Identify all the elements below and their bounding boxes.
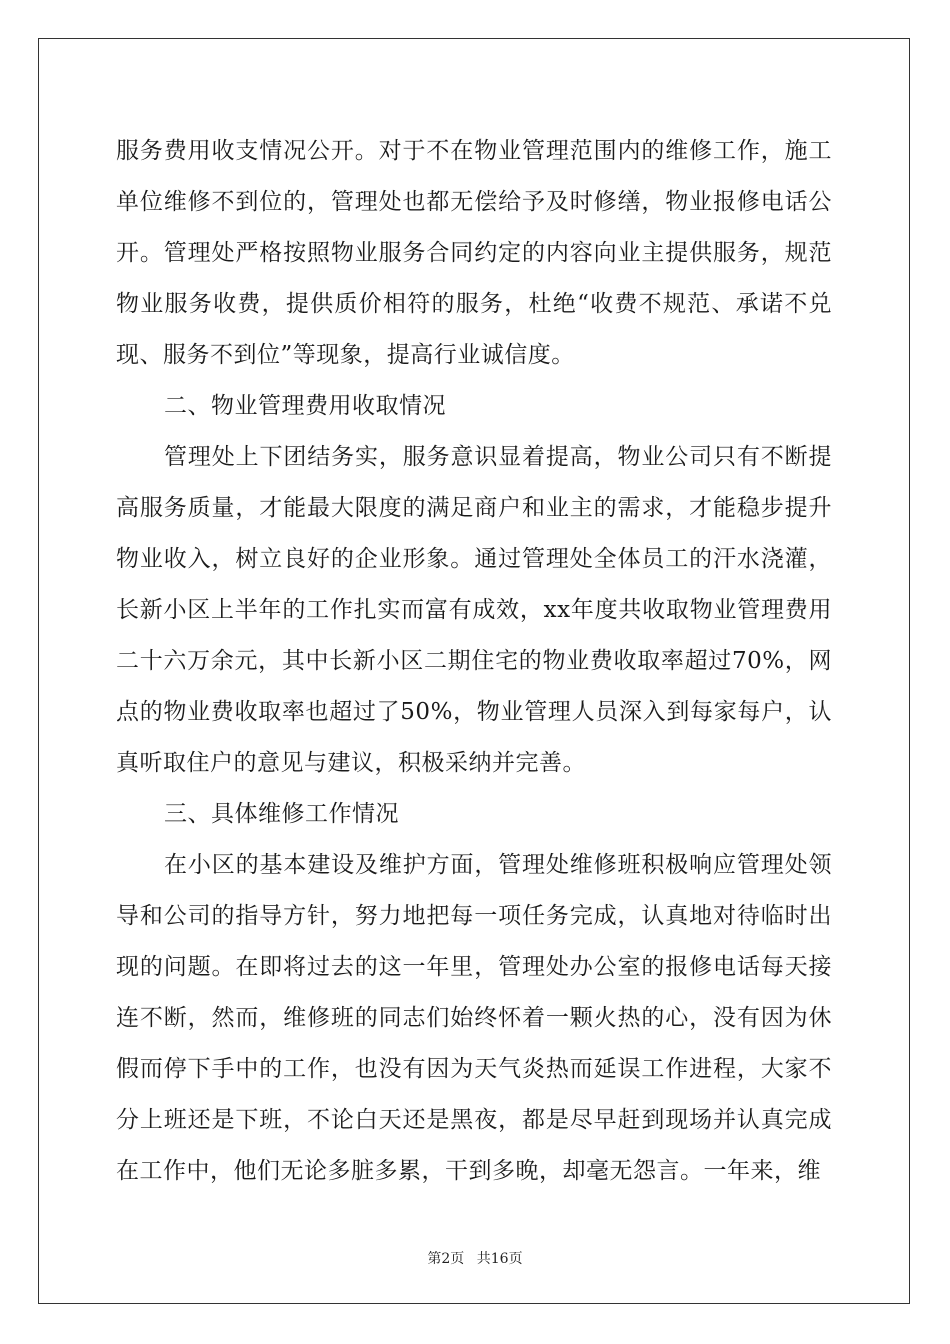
total-pages: 共16页 bbox=[476, 1251, 523, 1267]
section-heading-fee-collection: 二、物业管理费用收取情况 bbox=[164, 393, 446, 419]
page-number: 第2页 bbox=[427, 1251, 465, 1267]
section-heading-maintenance: 三、具体维修工作情况 bbox=[164, 801, 399, 827]
page-footer bbox=[0, 1248, 950, 1268]
document-body bbox=[116, 126, 832, 1197]
paragraph-fee-collection: 管理处上下团结务实，服务意识显着提高，物业公司只有不断提高服务质量，才能最大限度的满足商户和业主的需求，才能稳步提升物业收入，树立良好的企业形象。通过管理处全体员工的汗水浇灌，长新小区上半年的工作扎实而富有成效，xx年度共收取物业管理费用二十六万余元，其中长新小区二期住宅的物业费收取率超过70%，网点的物业费收取率也超过了50%，物业管理人员深入到每家每户，认真听取住户的意见与建议，积极采纳并完善。 bbox=[116, 444, 832, 776]
paragraph-continuation: 服务费用收支情况公开。对于不在物业管理范围内的维修工作，施工单位维修不到位的，管理处也都无偿给予及时修缮，物业报修电话公开。管理处严格按照物业服务合同约定的内容向业主提供服务，规范物业服务收费，提供质价相符的服务，杜绝“收费不规范、承诺不兑现、服务不到位”等现象，提高行业诚信度。 bbox=[116, 138, 832, 368]
paragraph-maintenance: 在小区的基本建设及维护方面，管理处维修班积极响应管理处领导和公司的指导方针，努力地把每一项任务完成，认真地对待临时出现的问题。在即将过去的这一年里，管理处办公室的报修电话每天接连不断，然而，维修班的同志们始终怀着一颗火热的心，没有因为休假而停下手中的工作，也没有因为天气炎热而延误工作进程，大家不分上班还是下班，不论白天还是黑夜，都是尽早赶到现场并认真完成在工作中，他们无论多脏多累，干到多晚，却毫无怨言。一年来，维 bbox=[116, 852, 832, 1184]
